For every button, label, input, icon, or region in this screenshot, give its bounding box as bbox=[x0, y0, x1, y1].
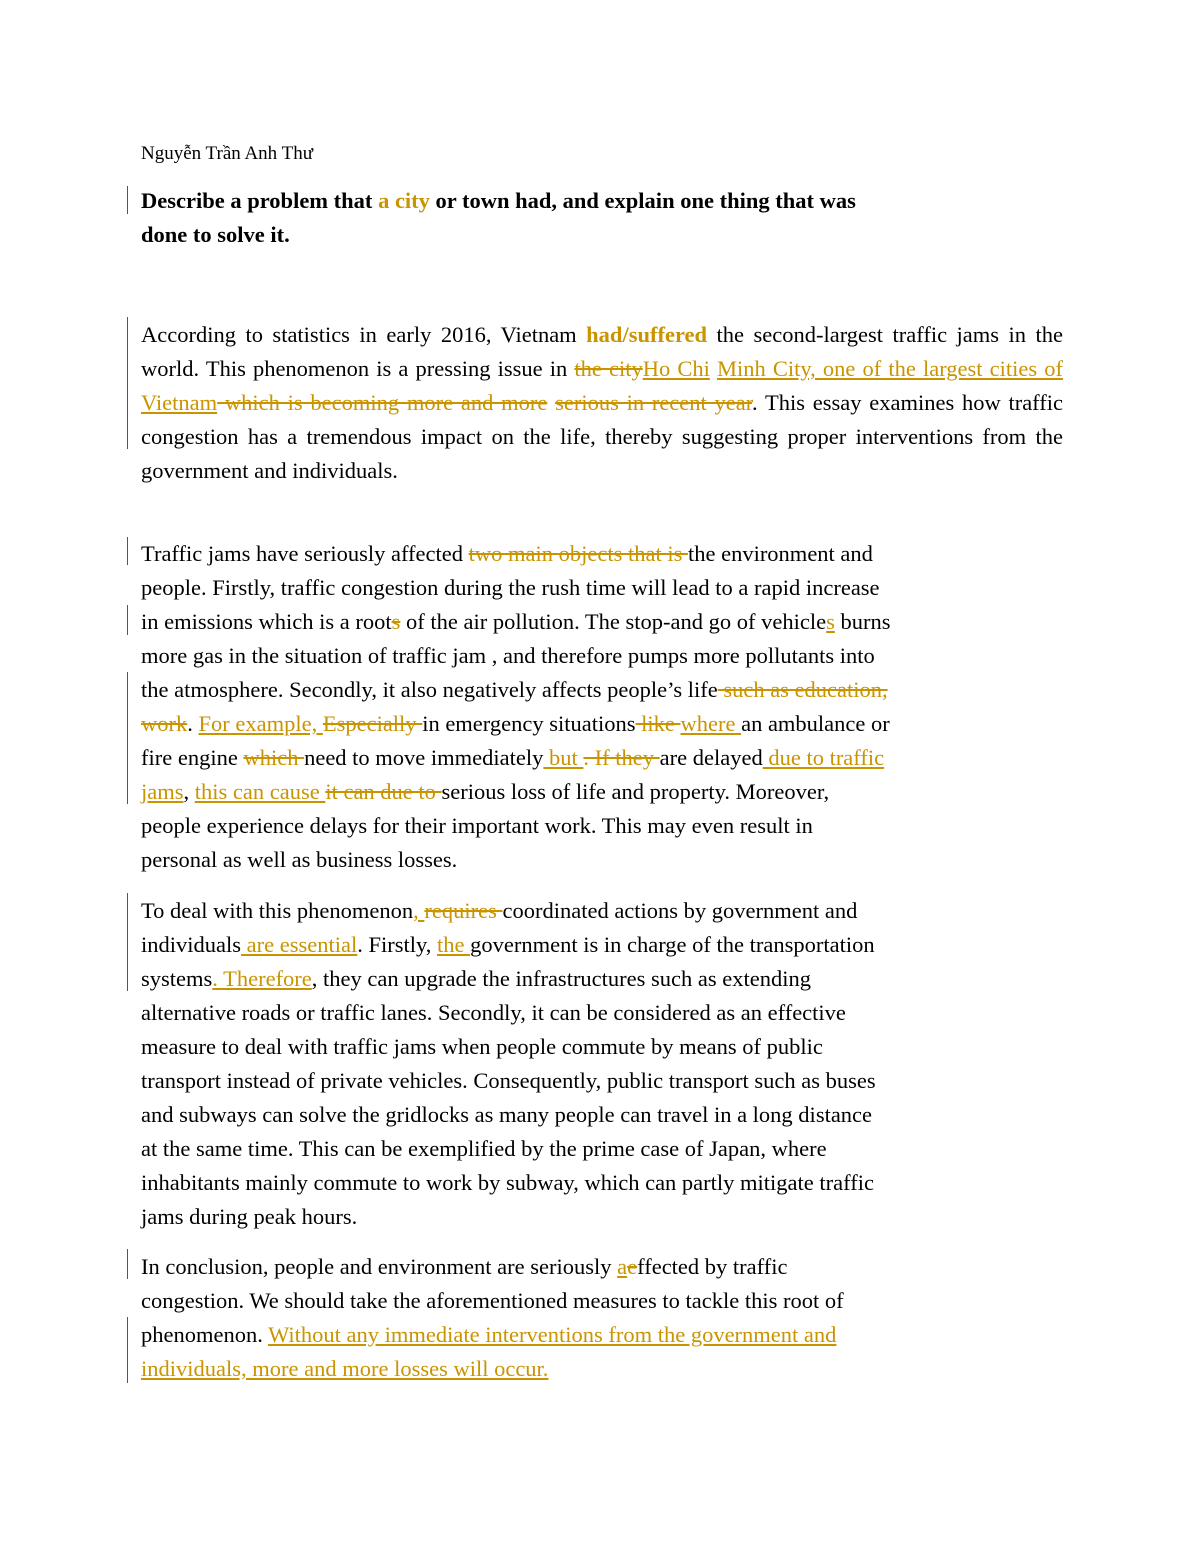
inserted-text: s bbox=[826, 609, 835, 634]
deleted-text: Especially bbox=[322, 711, 423, 736]
text-line: fire engine which need to move immediately but . If they are delayed due to traffic bbox=[141, 745, 885, 770]
text-line: inhabitants mainly commute to work by subway, which can partly mitigate traffic bbox=[141, 1170, 874, 1195]
inserted-text: where bbox=[680, 711, 742, 736]
inserted-text: due to traffic bbox=[762, 745, 885, 770]
deleted-text: work bbox=[141, 711, 188, 736]
inserted-text: For example, bbox=[198, 711, 323, 736]
highlighted-text: a city bbox=[378, 188, 430, 213]
paragraph-conclusion bbox=[141, 1250, 1063, 1386]
title-line: Describe a problem that a city or town had, and explain one thing that was bbox=[141, 188, 856, 213]
text-line: To deal with this phenomenon, requires coordinated actions by government and bbox=[141, 898, 858, 923]
deleted-text: . If they bbox=[583, 745, 660, 770]
essay-prompt-title bbox=[141, 184, 1041, 252]
change-bar bbox=[127, 317, 128, 449]
deleted-text: the city bbox=[574, 356, 643, 381]
deleted-text: like bbox=[635, 711, 681, 736]
text-line: Traffic jams have seriously affected two main objects that is the environment and bbox=[141, 541, 873, 566]
inserted-text: are essential bbox=[241, 932, 358, 957]
paragraph-solutions bbox=[141, 894, 1063, 1234]
deleted-text: e bbox=[627, 1254, 638, 1279]
text-line: phenomenon. Without any immediate interventions from the government and bbox=[141, 1322, 837, 1347]
inserted-text: a bbox=[617, 1254, 628, 1279]
deleted-text: such as education, bbox=[717, 677, 888, 702]
change-bar bbox=[127, 605, 128, 635]
change-bar bbox=[127, 672, 128, 804]
paragraph-effects bbox=[141, 537, 1063, 877]
text-line: transport instead of private vehicles. Consequently, public transport such as buses bbox=[141, 1068, 876, 1093]
deleted-text: s bbox=[391, 609, 401, 634]
text-line: personal as well as business losses. bbox=[141, 847, 458, 872]
title-line: done to solve it. bbox=[141, 222, 290, 247]
inserted-text: Ho Chi bbox=[642, 356, 710, 381]
text-line: and subways can solve the gridlocks as many people can travel in a long distance bbox=[141, 1102, 873, 1127]
paragraph-introduction: According to statistics in early 2016, Vietnam had/suffered the second-largest traffic jams in the world. This phenomenon is a pressing issue in the cityHo Chi Minh City, one of the largest cities of Vietnam which is becoming more and more serious in recent year. This essay examines how traffic congestion has a tremendous impact on the life, thereby suggesting proper interventions from the government and individuals. bbox=[141, 322, 1064, 483]
highlighted-text: had/suffered bbox=[586, 322, 708, 347]
deleted-text: it can due to bbox=[325, 779, 442, 804]
inserted-text: this can cause bbox=[194, 779, 326, 804]
deleted-text: which is becoming more and more bbox=[217, 390, 548, 415]
text-line: more gas in the situation of traffic jam , and therefore pumps more pollutants into bbox=[141, 643, 875, 668]
text-line: congestion. We should take the aforementioned measures to tackle this root of bbox=[141, 1288, 844, 1313]
deleted-text: serious in recent year bbox=[555, 390, 753, 415]
deleted-text: which bbox=[243, 745, 305, 770]
change-bar bbox=[127, 1317, 128, 1383]
change-bar bbox=[127, 893, 128, 991]
text-line: alternative roads or traffic lanes. Secondly, it can be considered as an effective bbox=[141, 1000, 846, 1025]
text-line: the atmosphere. Secondly, it also negatively affects people’s life such as education, bbox=[141, 677, 888, 702]
text-line: in emissions which is a roots of the air pollution. The stop-and go of vehicles burns bbox=[141, 609, 891, 634]
text-line: people. Firstly, traffic congestion during the rush time will lead to a rapid increase bbox=[141, 575, 880, 600]
text-line: jams during peak hours. bbox=[141, 1204, 358, 1229]
text-line: In conclusion, people and environment are seriously aeffected by traffic bbox=[141, 1254, 788, 1279]
deleted-text: requires bbox=[424, 898, 503, 923]
text-line: systems. Therefore, they can upgrade the infrastructures such as extending bbox=[141, 966, 811, 991]
text-line bbox=[141, 1352, 1063, 1386]
deleted-text: two main objects that is bbox=[468, 541, 688, 566]
change-bar bbox=[127, 1249, 128, 1279]
author-name: Nguyễn Trần Anh Thư bbox=[141, 143, 313, 164]
inserted-text: jams bbox=[141, 779, 184, 804]
inserted-text: , bbox=[413, 898, 425, 923]
text-line: at the same time. This can be exemplified by the prime case of Japan, where bbox=[141, 1136, 827, 1161]
change-bar bbox=[127, 186, 128, 214]
text-line: work. For example, Especially in emergency situations like where an ambulance or bbox=[141, 711, 890, 736]
inserted-text: but bbox=[543, 745, 584, 770]
inserted-text: Minh City, one of the largest cities of Vietnam bbox=[141, 356, 1063, 415]
text-line: people experience delays for their important work. This may even result in bbox=[141, 813, 813, 838]
text-line: jams, this can cause it can due to serious loss of life and property. Moreover, bbox=[141, 779, 830, 804]
change-bar bbox=[127, 537, 128, 565]
text-line: measure to deal with traffic jams when people commute by means of public bbox=[141, 1034, 823, 1059]
inserted-text: individuals, more and more losses will occur. bbox=[141, 1356, 549, 1381]
text-line: individuals are essential. Firstly, the government is in charge of the transportation bbox=[141, 932, 875, 957]
inserted-text: Without any immediate interventions from the government and bbox=[268, 1322, 837, 1347]
inserted-text: . Therefore bbox=[212, 966, 312, 991]
inserted-text: the bbox=[437, 932, 471, 957]
